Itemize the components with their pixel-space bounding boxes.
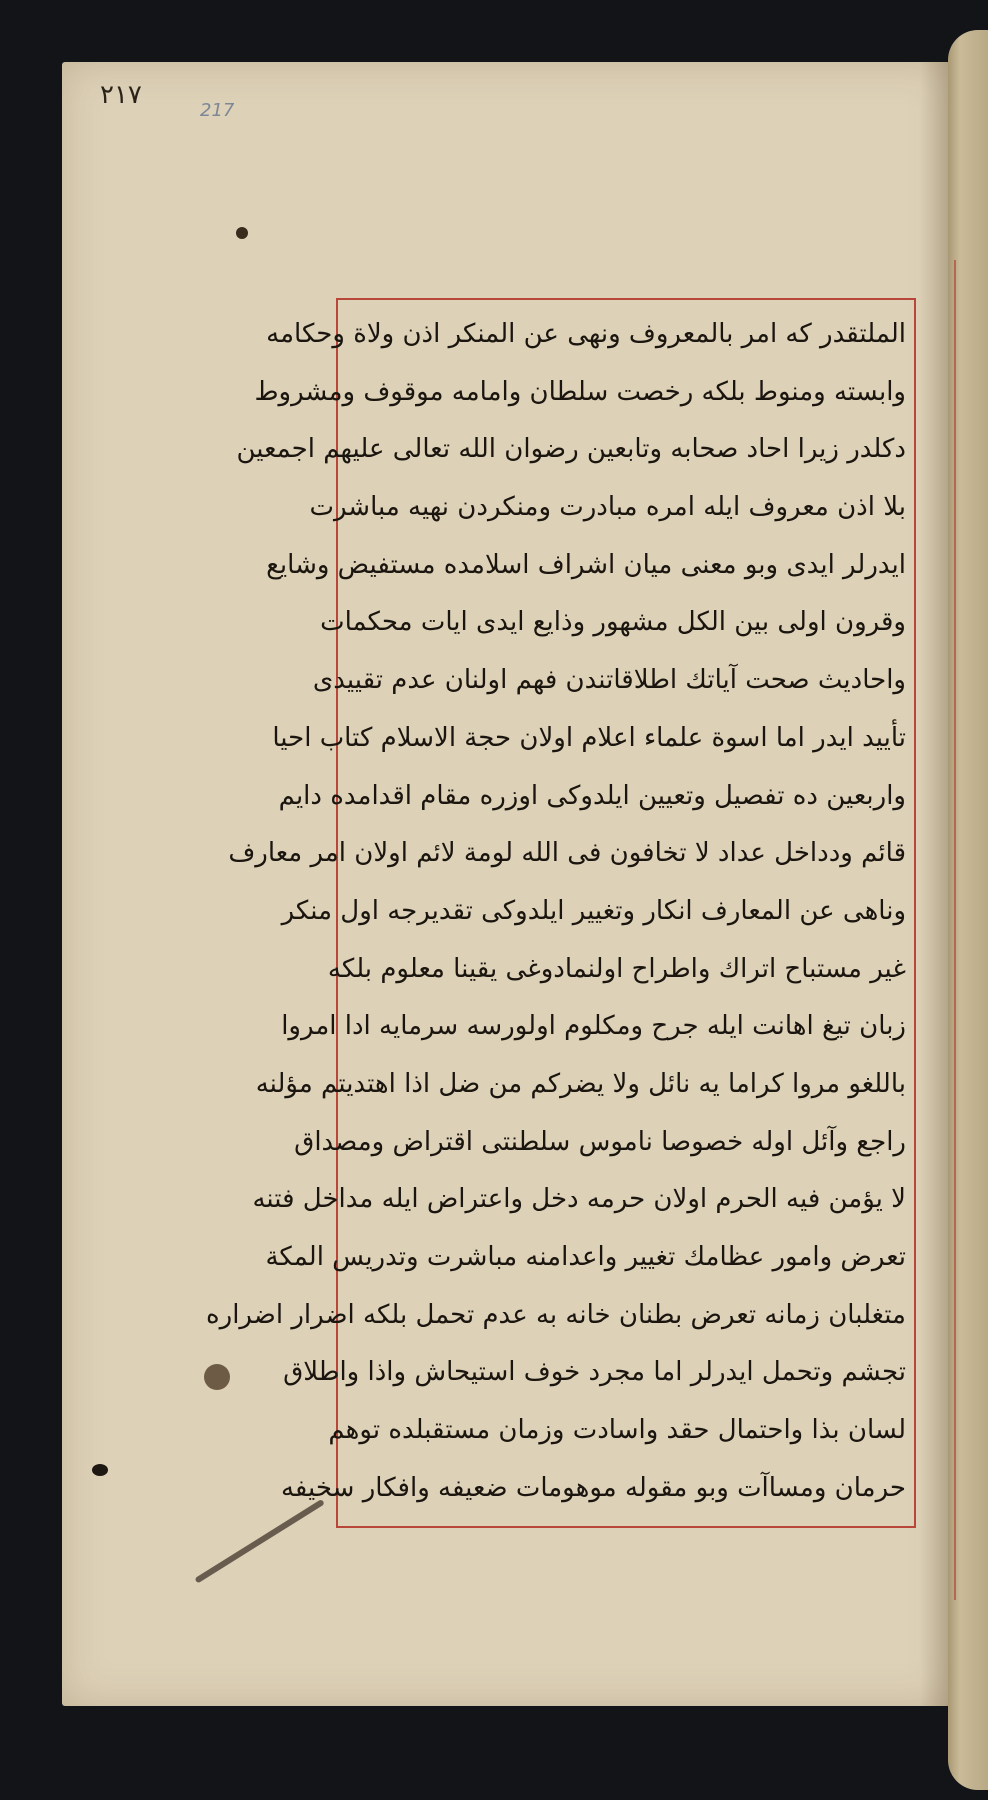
manuscript-line: وناهى عن المعارف انكار وتغيير ايلدوكى تقديرجه اول منكر [281, 895, 906, 926]
manuscript-line: بلا اذن معروف ايله امره مبادرت ومنكردن نهيه مباشرت [309, 492, 906, 523]
ink-stain [236, 227, 248, 239]
manuscript-line: الملتقدر كه امر بالمعروف ونهى عن المنكر اذن ولاة وحكامه [266, 319, 906, 349]
manuscript-line: تعرض وامور عظامك تغيير واعدامنه مباشرت وتدريس المكة [265, 1242, 906, 1272]
manuscript-line: وابسته ومنوط بلكه رخصت سلطان وامامه موقوف ومشروط [254, 376, 906, 407]
manuscript-line: حرمان ومساآت وبو مقوله موهومات ضعيفه وافكار سخيفه [280, 1472, 906, 1503]
manuscript-line: غير مستباح اتراك واطراح اولنمادوغى يقينا معلوم بلكه [327, 953, 906, 984]
ink-stain [92, 1464, 108, 1476]
manuscript-line: ايدرلر ايدى وبو معنى ميان اشراف اسلامده مستفيض وشايع [266, 549, 906, 580]
manuscript-text [206, 308, 906, 1514]
manuscript-line: وقرون اولى بين الكل مشهور وذايع ايدى ايات محكمات [320, 607, 906, 638]
manuscript-line: دكلدر زيرا احاد صحابه وتابعين رضوان الله تعالى عليهم اجمعين [236, 434, 906, 465]
folio-number-pencil: 217 [200, 100, 235, 121]
manuscript-line: قائم ودداخل عداد لا تخافون فى الله لومة لائم اولان امر معارف [228, 838, 906, 869]
adjacent-page-frame-line [954, 260, 960, 1600]
manuscript-line: تجشم وتحمل ايدرلر اما مجرد خوف استيحاش واذا واطلاق [283, 1357, 906, 1388]
ink-stain [204, 1364, 230, 1390]
folio-number-arabic: ٢١٧ [100, 80, 142, 110]
manuscript-line: واربعين ده تفصيل وتعيين ايلدوكى اوزره مقام اقدامده دايم [278, 780, 906, 811]
adjacent-page-edge [948, 30, 988, 1790]
manuscript-line: باللغو مروا كراما يه نائل ولا يضركم من ضل اذا اهتديتم مؤلنه [255, 1068, 906, 1099]
manuscript-line: لا يؤمن فيه الحرم اولان حرمه دخل واعتراض ايله مداخل فتنه [252, 1184, 906, 1215]
manuscript-line: زبان تيغ اهانت ايله جرح ومكلوم اولورسه سرمايه ادا امروا [281, 1011, 906, 1042]
manuscript-line: واحاديث صحت آياتك اطلاقاتندن فهم اولنان عدم تقييدى [312, 665, 906, 696]
manuscript-line: راجع وآئل اوله خصوصا ناموس سلطنتى اقتراض ومصداق [294, 1126, 906, 1157]
manuscript-line: لسان بذا واحتمال حقد واسادت وزمان مستقبلده توهم [328, 1415, 906, 1446]
manuscript-line: تأييد ايدر اما اسوة علماء اعلام اولان حجة الاسلام كتاب احيا [272, 722, 906, 753]
manuscript-line: متغلبان زمانه تعرض بطنان خانه به عدم تحمل بلكه اضرار اضراره [206, 1299, 906, 1330]
